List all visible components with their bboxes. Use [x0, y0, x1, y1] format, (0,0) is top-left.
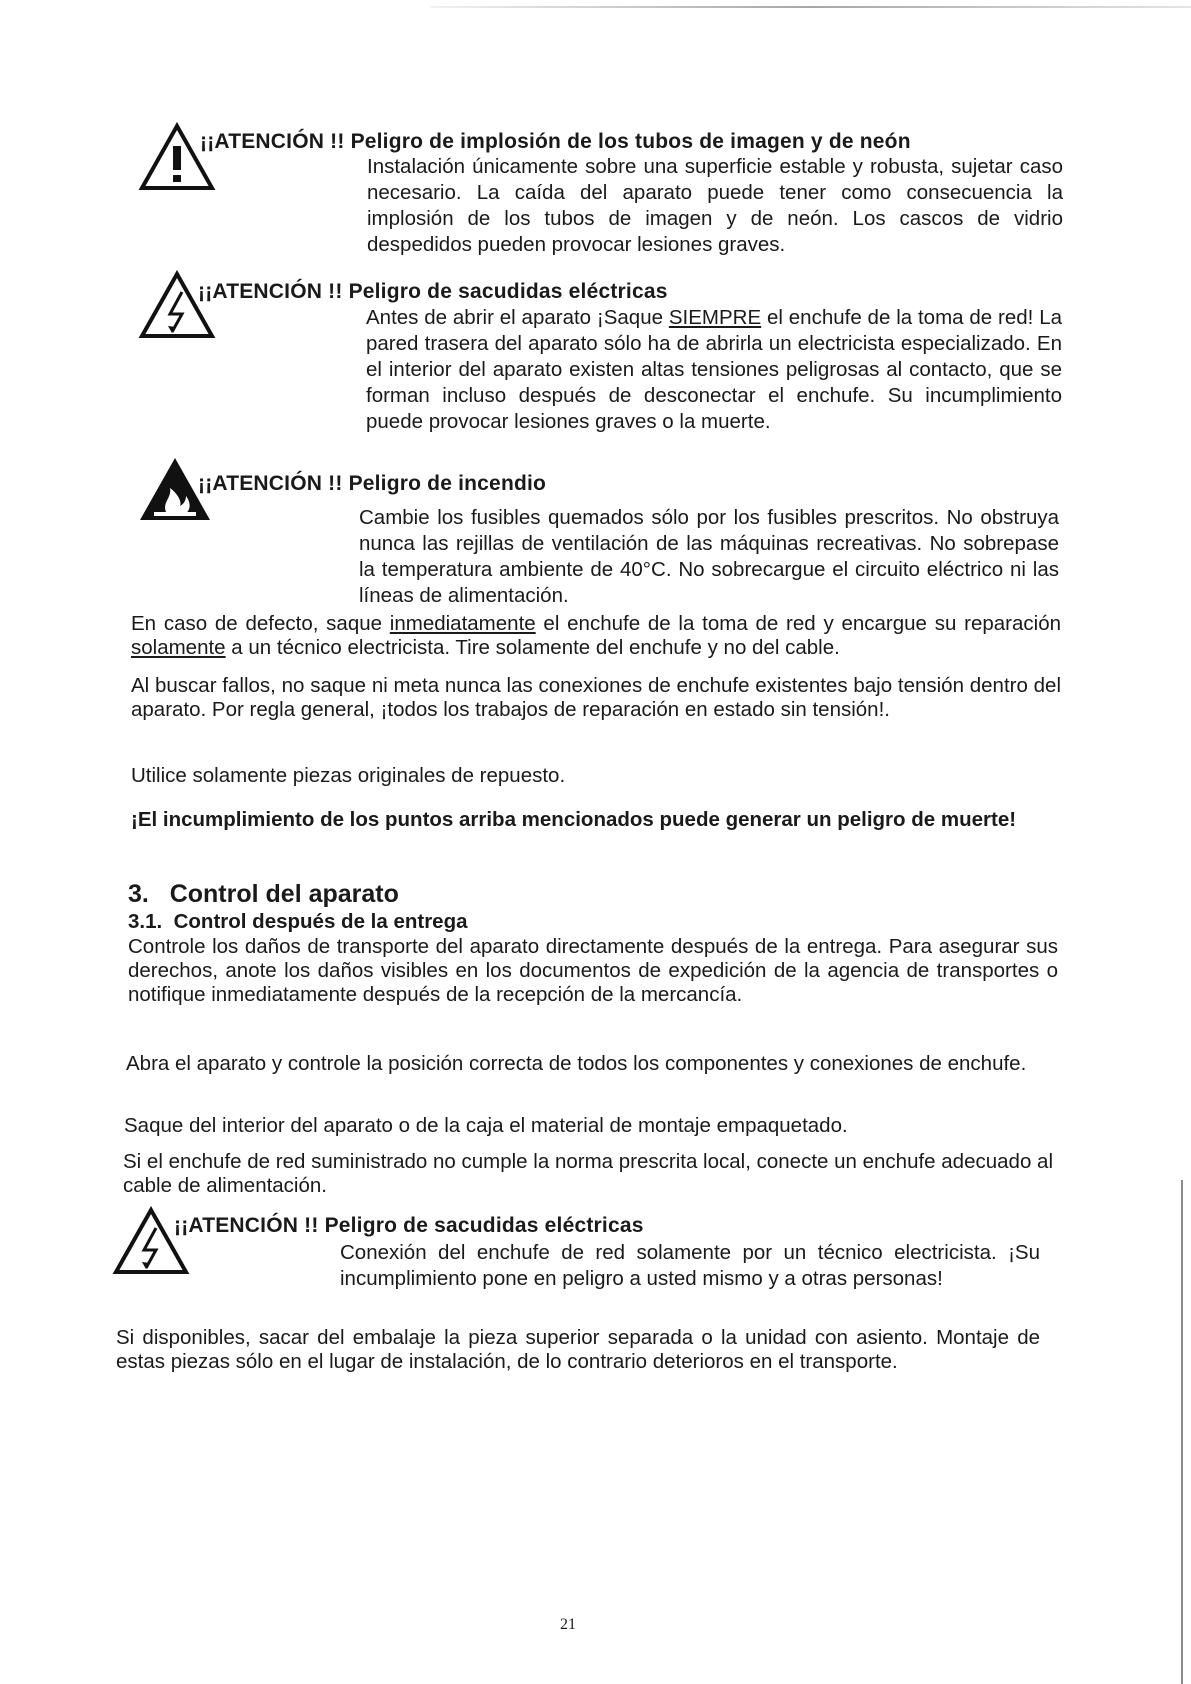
siempre-emphasis: SIEMPRE: [668, 306, 762, 329]
warning-heading: [200, 130, 911, 154]
warning-body: Conexión del enchufe de red solamente por un técnico electricista. ¡Su incumplimiento pone en peligro a usted mismo y a otras personas!: [340, 1241, 1040, 1290]
warning-prefix: ¡¡ATENCIÓN !!: [200, 130, 345, 153]
troubleshooting-paragraph: Al buscar fallos, no saque ni meta nunca las conexiones de enchufe existentes bajo tensión dentro del aparato. Por regla general, ¡todos los trabajos de reparación en estado sin tensión!.: [131, 674, 1061, 721]
delivery-check-paragraph: Controle los daños de transporte del aparato directamente después de la entrega. Para asegurar sus derechos, anote los daños visibles en los documentos de expedición de la agencia de transportes o notifique inmediatamente después de la recepción de la mercancía.: [128, 935, 1058, 1006]
warning-heading: [198, 280, 668, 304]
subsection-heading: 3.1. Control después de la entrega: [128, 910, 468, 933]
packaging-paragraph: Si disponibles, sacar del embalaje la pieza superior separada o la unidad con asiento. Montaje de estas piezas sólo en el lugar de instalación, de lo contrario deterioros en el transporte.: [116, 1326, 1040, 1373]
mounting-material-paragraph: Saque del interior del aparato o de la caja el material de montaje empaquetado.: [124, 1114, 848, 1137]
warning-body: Antes de abrir el aparato ¡Saque SIEMPRE el enchufe de la toma de red! La pared trasera del aparato sólo ha de abrirla un electricista especializado. En el interior del aparato existen altas tensiones peligrosas al contacto, que se forman incluso después de desconectar el enchufe. Su incumplimiento puede provocar lesiones graves o la muerte.: [366, 306, 1063, 433]
warning-body: Cambie los fusibles quemados sólo por los fusibles prescritos. No obstruya nunca las rejillas de ventilación de las máquinas recreativas. No sobrepase la temperatura ambiente de 40°C. No sobrecargue el circuito eléctrico ni las líneas de alimentación.: [359, 506, 1059, 607]
warning-body: Instalación únicamente sobre una superficie estable y robusta, sujetar caso necesario. La caída del aparato puede tener como consecuencia la implosión de los tubos de imagen y de neón. Los cascos de vidrio despedidos pueden provocar lesiones graves.: [367, 155, 1063, 256]
defect-paragraph: En caso de defecto, saque inmediatamente el enchufe de la toma de red y encargue su reparación solamente a un técnico electricista. Tire solamente del enchufe y no del cable.: [131, 612, 1061, 659]
open-device-paragraph: Abra el aparato y controle la posición correcta de todos los componentes y conexiones de enchufe.: [126, 1052, 1027, 1075]
section-heading: 3. Control del aparato: [128, 880, 399, 908]
danger-notice: ¡El incumplimiento de los puntos arriba mencionados puede generar un peligro de muerte!: [131, 808, 1017, 831]
warning-prefix: ¡¡ATENCIÓN !!: [198, 472, 343, 495]
warning-heading: [198, 472, 546, 496]
spare-parts-paragraph: Utilice solamente piezas originales de repuesto.: [131, 764, 566, 787]
warning-prefix: ¡¡ATENCIÓN !!: [174, 1214, 319, 1237]
page-number: 21: [560, 1616, 576, 1633]
warning-heading: [174, 1214, 644, 1238]
warning-title: Peligro de sacudidas eléctricas: [324, 1214, 644, 1237]
plug-paragraph: Si el enchufe de red suministrado no cumple la norma prescrita local, conecte un enchufe adecuado al cable de alimentación.: [123, 1150, 1053, 1197]
warning-prefix: ¡¡ATENCIÓN !!: [198, 280, 343, 303]
warning-title: Peligro de sacudidas eléctricas: [348, 280, 668, 303]
warning-title: Peligro de incendio: [348, 472, 547, 495]
warning-title: Peligro de implosión de los tubos de imagen y de neón: [350, 130, 911, 153]
